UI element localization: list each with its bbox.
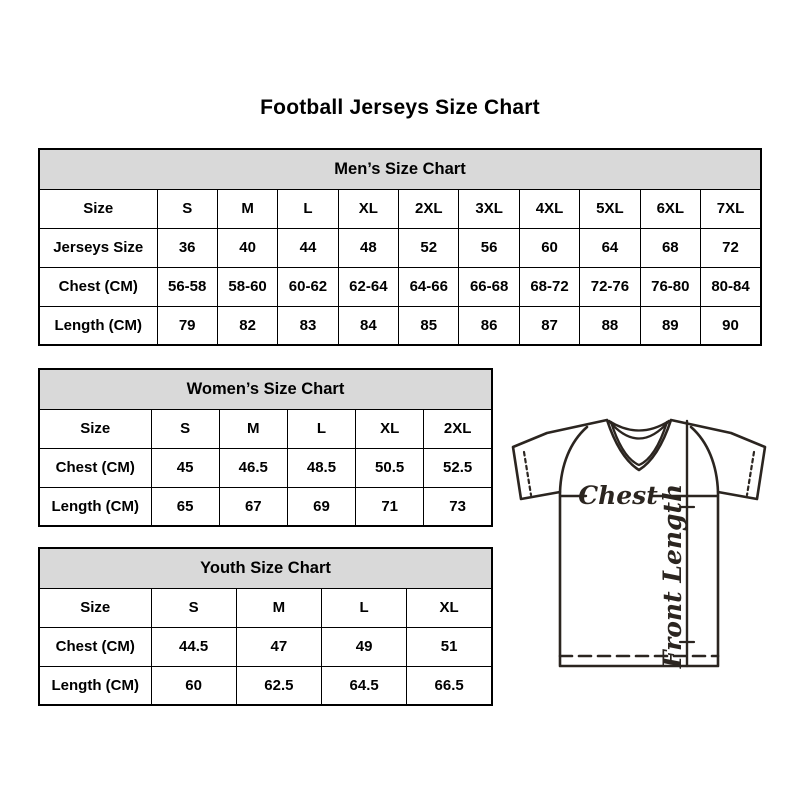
data-cell: 3XL [459,189,519,228]
data-cell: 56 [459,228,519,267]
data-cell: 68 [640,228,700,267]
page-title: Football Jerseys Size Chart [260,96,540,119]
table-title: Men’s Size Chart [39,149,761,189]
data-cell: 44 [278,228,338,267]
row-label-cell: Chest (CM) [39,448,151,487]
mens-size-table [38,148,762,346]
data-cell: 45 [151,448,219,487]
data-cell: 60 [519,228,579,267]
data-cell: 58-60 [217,267,277,306]
data-cell: 5XL [580,189,640,228]
data-cell: 62-64 [338,267,398,306]
data-cell: 84 [338,306,398,345]
data-cell: L [322,588,407,627]
data-cell: 68-72 [519,267,579,306]
data-cell: 6XL [640,189,700,228]
row-label-cell: Jerseys Size [39,228,157,267]
table-row [39,306,761,345]
data-cell: M [217,189,277,228]
data-cell: 48 [338,228,398,267]
table-row [39,267,761,306]
data-cell: 76-80 [640,267,700,306]
data-cell: 4XL [519,189,579,228]
data-cell: 86 [459,306,519,345]
table-title: Youth Size Chart [39,548,492,588]
data-cell: XL [407,588,492,627]
data-cell: XL [356,409,424,448]
data-cell: S [151,409,219,448]
data-cell: 66-68 [459,267,519,306]
data-cell: 64-66 [399,267,459,306]
data-cell: 80-84 [701,267,761,306]
jersey-diagram-svg [502,410,774,674]
data-cell: 50.5 [356,448,424,487]
data-cell: 67 [219,487,287,526]
data-cell: L [287,409,355,448]
data-cell: 46.5 [219,448,287,487]
jersey-measurement-diagram [502,410,774,674]
data-cell: 64 [580,228,640,267]
data-cell: 49 [322,627,407,666]
row-label-cell: Chest (CM) [39,267,157,306]
data-cell: M [236,588,321,627]
data-cell: 83 [278,306,338,345]
table-title-row [39,548,492,588]
table-row [39,228,761,267]
data-cell: 72-76 [580,267,640,306]
data-cell: S [157,189,217,228]
data-cell: 48.5 [287,448,355,487]
jersey-outline [513,420,765,666]
data-cell: 40 [217,228,277,267]
data-cell: 56-58 [157,267,217,306]
data-cell: 52.5 [424,448,492,487]
youth-size-table [38,547,493,706]
data-cell: 69 [287,487,355,526]
data-cell: 66.5 [407,666,492,705]
data-cell: 52 [399,228,459,267]
data-cell: 89 [640,306,700,345]
data-cell: 82 [217,306,277,345]
row-label-cell: Length (CM) [39,666,151,705]
table-row [39,448,492,487]
table-row [39,409,492,448]
data-cell: 62.5 [236,666,321,705]
data-cell: XL [338,189,398,228]
data-cell: 72 [701,228,761,267]
data-cell: 90 [701,306,761,345]
data-cell: 64.5 [322,666,407,705]
womens-size-table [38,368,493,527]
data-cell: L [278,189,338,228]
data-cell: 7XL [701,189,761,228]
table-title-row [39,369,492,409]
data-cell: M [219,409,287,448]
row-label-cell: Size [39,588,151,627]
table-title-row [39,149,761,189]
data-cell: 85 [399,306,459,345]
data-cell: 60 [151,666,236,705]
data-cell: 73 [424,487,492,526]
table-row [39,487,492,526]
row-label-cell: Length (CM) [39,306,157,345]
data-cell: 2XL [399,189,459,228]
front-length-label: Front Length [658,483,687,669]
chest-label: Chest [578,481,658,510]
data-cell: 88 [580,306,640,345]
row-label-cell: Length (CM) [39,487,151,526]
data-cell: 71 [356,487,424,526]
data-cell: 79 [157,306,217,345]
row-label-cell: Size [39,409,151,448]
data-cell: S [151,588,236,627]
data-cell: 47 [236,627,321,666]
data-cell: 36 [157,228,217,267]
data-cell: 51 [407,627,492,666]
data-cell: 2XL [424,409,492,448]
table-title: Women’s Size Chart [39,369,492,409]
table-row [39,588,492,627]
data-cell: 60-62 [278,267,338,306]
row-label-cell: Size [39,189,157,228]
table-row [39,189,761,228]
data-cell: 65 [151,487,219,526]
data-cell: 87 [519,306,579,345]
table-row [39,666,492,705]
row-label-cell: Chest (CM) [39,627,151,666]
table-row [39,627,492,666]
data-cell: 44.5 [151,627,236,666]
